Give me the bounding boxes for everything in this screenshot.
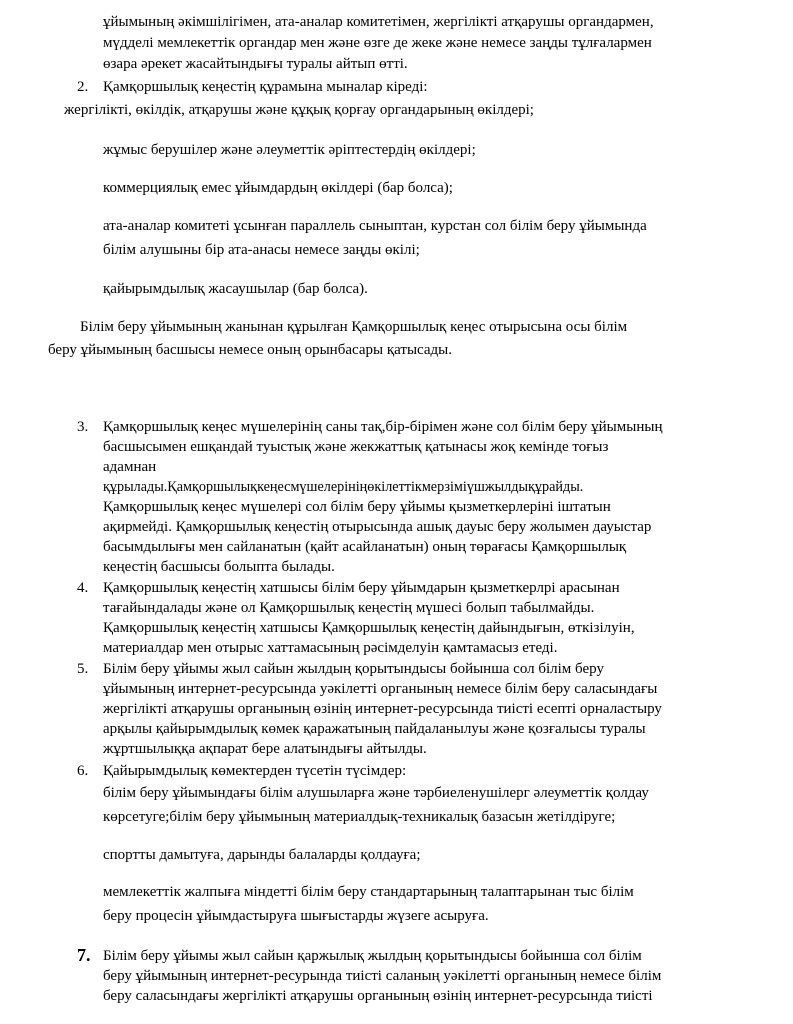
list-heading: Қайырымдылық көмектерден түсетін түсімдер: bbox=[103, 763, 407, 779]
text-line: Білім беру ұйымы жыл сайын қаржылық жылдың қорытындысы бойынша сол білім bbox=[103, 948, 642, 964]
list-heading: Қамқоршылық кеңестің құрамына мыналар кіреді: bbox=[103, 79, 428, 95]
text-line: басшысымен ешқандай туыстық және жекжаттық қатынасы жоқ кемінде тоғыз bbox=[103, 439, 609, 455]
list-number: 3. bbox=[77, 419, 89, 435]
list-number: 4. bbox=[77, 580, 89, 596]
text-line: жергілікті, өкілдік, атқарушы және құқық қорғау органдарының өкілдері; bbox=[64, 102, 534, 118]
text-line: Қамқоршылық кеңес мүшелері сол білім беру ұйымы қызметкерлеріні іштатын bbox=[103, 499, 611, 515]
text-line: жергілікті атқарушы органының өзінің интернет-ресурсында тиісті есепті орналастыру bbox=[103, 701, 662, 717]
text-line: ұйымының интернет-ресурсында уәкілетті органының немесе білім беру саласындағы bbox=[103, 681, 658, 697]
text-line: ақирмейді. Қамқоршылық кеңестің отырысында ашық дауыс беру жолымен дауыстар bbox=[103, 519, 652, 535]
list-number: 5. bbox=[77, 661, 89, 677]
text-line: беру ұйымының басшысы немесе оның орынбасары қатысады. bbox=[48, 342, 452, 358]
text-line: материалдар мен отырыс хаттамасының рәсімделуін қамтамасыз етеді. bbox=[103, 640, 558, 656]
text-line: ата-аналар комитеті ұсынған параллель сыныптан, курстан сол білім беру ұйымында bbox=[103, 218, 647, 234]
text-line: Білім беру ұйымы жыл сайын жылдың қорытындысы бойынша сол білім беру bbox=[103, 661, 604, 677]
text-line: коммерциялық емес ұйымдардың өкілдері (бар болса); bbox=[103, 180, 453, 196]
text-line: білім алушыны бір ата-анасы немесе заңды өкілі; bbox=[103, 242, 420, 258]
text-line: Білім беру ұйымының жанынан құрылған Қамқоршылық кеңес отырысына осы білім bbox=[80, 319, 628, 335]
text-line: Қамқоршылық кеңес мүшелерінің саны тақ,бір-бірімен және сол білім беру ұйымының bbox=[103, 419, 663, 435]
text-line: жұртшылыққа ақпарат бере алатындығы айтылды. bbox=[103, 741, 427, 757]
text-line: кеңестің басшысы болыпта былады. bbox=[103, 559, 335, 575]
list-number: 6. bbox=[77, 763, 89, 779]
text-line: тағайындалады және ол Қамқоршылық кеңестің мүшесі болып табылмайды. bbox=[103, 600, 595, 616]
text-line: мүдделі мемлекеттік органдар мен және өзге де жеке және немесе заңды тұлғалармен bbox=[103, 35, 652, 51]
text-line: адамнан bbox=[103, 459, 157, 475]
text-line: спортты дамытуға, дарынды балаларды қолдауға; bbox=[103, 847, 421, 863]
text-line: білім беру ұйымындағы білім алушыларға және тәрбиеленушілерг әлеуметтік қолдау bbox=[103, 785, 649, 801]
text-line: беру процесін ұйымдастыруға шығыстарды жүзеге асыруға. bbox=[103, 908, 489, 924]
text-line: өзара әрекет жасайтындығы туралы айтып өтті. bbox=[103, 56, 408, 72]
text-line: мемлекеттік жалпыға міндетті білім беру стандартарының талаптарынан тыс білім bbox=[103, 884, 634, 900]
text-line: Қамқоршылық кеңестің хатшысы Қамқоршылық кеңестің дайындығын, өткізілуін, bbox=[103, 620, 635, 636]
text-line: көрсетуге;білім беру ұйымының материалдық-техникалық базасын жетілдіруге; bbox=[103, 809, 616, 825]
text-line: қайырымдылық жасаушылар (бар болса). bbox=[103, 281, 368, 297]
text-line: құрылады.Қамқоршылықкеңесмүшелерініңөкілеттікмерзіміүшжылдықұрайды. bbox=[103, 479, 584, 495]
list-number: 2. bbox=[77, 79, 89, 95]
text-line: басымдылығы мен сайланатын (қайт асайланатын) оның төрағасы Қамқоршылық bbox=[103, 539, 627, 555]
list-number: 7. bbox=[77, 945, 91, 965]
text-line: арқылы қайырымдылық көмек қаражатының пайдаланылуы және қозғалысы туралы bbox=[103, 721, 646, 737]
text-line: ұйымының әкімшілігімен, ата-аналар комитетімен, жергілікті атқарушы органдармен, bbox=[103, 14, 654, 30]
text-line: жұмыс берушілер және әлеуметтік әріптестердің өкілдері; bbox=[103, 142, 476, 158]
text-line: беру ұйымының интернет-ресурында тиісті саланың уәкілетті органының немесе білім bbox=[103, 968, 662, 984]
text-line: Қамқоршылық кеңестің хатшысы білім беру ұйымдарын қызметкерлрі арасынан bbox=[103, 580, 620, 596]
text-line: беру саласындағы жергілікті атқарушы органының өзінің интернет-ресурсында тиісті bbox=[103, 988, 653, 1004]
